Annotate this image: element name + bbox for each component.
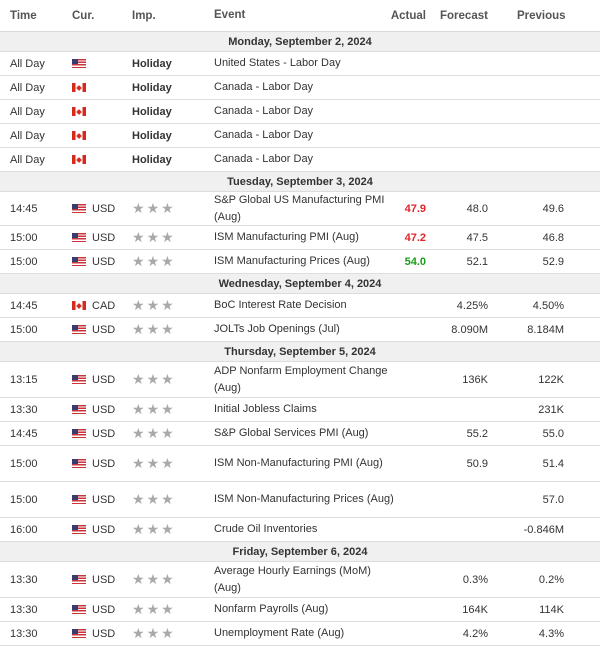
- us-flag-icon: [72, 233, 86, 242]
- currency-code: USD: [92, 323, 116, 336]
- us-flag-icon: [72, 605, 86, 614]
- event-name[interactable]: ISM Manufacturing Prices (Aug): [214, 255, 370, 267]
- event-time: 14:45: [10, 202, 38, 215]
- currency-cell: [72, 482, 132, 517]
- currency-code: USD: [92, 202, 116, 215]
- table-row[interactable]: [0, 124, 600, 148]
- currency-cell: [72, 398, 132, 421]
- currency-cell: [72, 598, 132, 621]
- forecast-value: [438, 124, 488, 147]
- star-icon: ★: [161, 491, 176, 507]
- actual-value: [392, 562, 426, 597]
- currency-cell: [72, 226, 132, 249]
- star-icon: ★: [132, 571, 147, 587]
- star-icon: ★: [161, 371, 176, 387]
- previous-value: 51.4: [542, 457, 564, 470]
- forecast-value: 47.5: [466, 231, 488, 244]
- star-icon: ★: [161, 455, 176, 471]
- forecast-value: 4.25%: [456, 299, 488, 312]
- importance-cell: [132, 622, 210, 645]
- previous-value: 4.50%: [532, 299, 564, 312]
- us-flag-icon: [72, 257, 86, 266]
- event-name[interactable]: Nonfarm Payrolls (Aug): [214, 603, 329, 615]
- currency-code: USD: [92, 493, 116, 506]
- star-icon: ★: [132, 521, 147, 537]
- forecast-value: [438, 482, 488, 517]
- star-icon: ★: [132, 200, 147, 216]
- table-row[interactable]: [0, 562, 600, 598]
- importance-cell: [132, 398, 210, 421]
- forecast-value: [438, 52, 488, 75]
- event-time: 13:15: [10, 373, 38, 386]
- currency-cell: [72, 250, 132, 273]
- col-time-header[interactable]: Time: [10, 9, 37, 22]
- star-icon: ★: [161, 401, 176, 417]
- holiday-label: Holiday: [132, 105, 172, 118]
- currency-cell: [72, 446, 132, 481]
- previous-value: 4.3%: [538, 627, 564, 640]
- importance-cell: [132, 422, 210, 445]
- us-flag-icon: [72, 59, 86, 68]
- currency-cell: [72, 318, 132, 341]
- actual-value: [392, 446, 426, 481]
- actual-value: [392, 52, 426, 75]
- day-header-row: [0, 274, 600, 294]
- star-icon: ★: [132, 253, 147, 269]
- actual-value: [392, 362, 426, 397]
- importance-cell: [132, 318, 210, 341]
- star-icon: ★: [161, 297, 176, 313]
- event-name[interactable]: ADP Nonfarm Employment Change (Aug): [214, 364, 388, 394]
- canada-flag-icon: [72, 107, 86, 116]
- importance-stars: [132, 571, 176, 588]
- previous-value: [495, 124, 564, 147]
- event-time: 15:00: [10, 231, 38, 244]
- previous-value: 52.9: [542, 255, 564, 268]
- actual-value: [392, 398, 426, 421]
- us-flag-icon: [72, 459, 86, 468]
- star-icon: ★: [132, 425, 147, 441]
- previous-value: [495, 76, 564, 99]
- previous-value: -0.846M: [523, 523, 564, 536]
- previous-value: 0.2%: [538, 573, 564, 586]
- event-name[interactable]: S&P Global Services PMI (Aug): [214, 427, 369, 439]
- us-flag-icon: [72, 429, 86, 438]
- star-icon: ★: [146, 455, 162, 471]
- day-label: Friday, September 6, 2024: [232, 545, 368, 558]
- actual-value: 47.2: [404, 231, 426, 244]
- table-row[interactable]: [0, 598, 600, 622]
- currency-cell: [72, 422, 132, 445]
- event-name[interactable]: Crude Oil Inventories: [214, 523, 318, 535]
- table-row[interactable]: [0, 318, 600, 342]
- event-time: All Day: [10, 105, 45, 118]
- star-icon: ★: [132, 455, 147, 471]
- holiday-label: Holiday: [132, 57, 172, 70]
- star-icon: ★: [132, 625, 147, 641]
- star-icon: ★: [132, 601, 147, 617]
- table-row[interactable]: [0, 294, 600, 318]
- event-time: 15:00: [10, 457, 38, 470]
- currency-code: USD: [92, 523, 116, 536]
- event-name[interactable]: Canada - Labor Day: [214, 81, 314, 93]
- currency-code: USD: [92, 403, 116, 416]
- forecast-value: [438, 148, 488, 171]
- col-actual-header[interactable]: Actual: [390, 9, 426, 22]
- event-time: All Day: [10, 153, 45, 166]
- previous-value: 231K: [538, 403, 564, 416]
- star-icon: ★: [161, 321, 176, 337]
- event-time: 15:00: [10, 323, 38, 336]
- table-row[interactable]: [0, 362, 600, 398]
- actual-value: [392, 482, 426, 517]
- table-row[interactable]: [0, 100, 600, 124]
- event-time: 15:00: [10, 493, 38, 506]
- importance-cell: [132, 250, 210, 273]
- importance-cell: [132, 562, 210, 597]
- holiday-label: Holiday: [132, 129, 172, 142]
- us-flag-icon: [72, 405, 86, 414]
- col-currency-header[interactable]: Cur.: [72, 9, 95, 22]
- actual-value: [392, 76, 426, 99]
- star-icon: ★: [146, 371, 162, 387]
- actual-value: 47.9: [404, 202, 426, 215]
- event-time: All Day: [10, 81, 45, 94]
- event-name[interactable]: ISM Non-Manufacturing Prices (Aug): [214, 493, 394, 505]
- actual-value: [392, 598, 426, 621]
- holiday-label: Holiday: [132, 153, 172, 166]
- currency-cell: [72, 518, 132, 541]
- currency-code: USD: [92, 255, 116, 268]
- previous-value: [495, 148, 564, 171]
- currency-code: USD: [92, 457, 116, 470]
- canada-flag-icon: [72, 155, 86, 164]
- actual-value: [392, 294, 426, 317]
- event-name[interactable]: Unemployment Rate (Aug): [214, 627, 345, 639]
- star-icon: ★: [161, 229, 176, 245]
- importance-cell: [132, 598, 210, 621]
- star-icon: ★: [161, 425, 176, 441]
- star-icon: ★: [161, 601, 176, 617]
- forecast-value: 164K: [462, 603, 488, 616]
- importance-cell: [132, 192, 210, 225]
- table-row[interactable]: [0, 226, 600, 250]
- star-icon: ★: [146, 321, 162, 337]
- us-flag-icon: [72, 629, 86, 638]
- event-time: All Day: [10, 57, 45, 70]
- star-icon: ★: [132, 297, 147, 313]
- table-row[interactable]: [0, 482, 600, 518]
- currency-code: USD: [92, 573, 116, 586]
- table-row[interactable]: [0, 148, 600, 172]
- importance-stars: [132, 625, 176, 642]
- day-header-row: [0, 342, 600, 362]
- importance-cell: [132, 446, 210, 481]
- event-time: 13:30: [10, 603, 38, 616]
- calendar-body: [0, 32, 600, 646]
- event-name[interactable]: S&P Global US Manufacturing PMI (Aug): [214, 193, 385, 223]
- previous-value: 57.0: [542, 493, 564, 506]
- event-time: 16:00: [10, 523, 38, 536]
- day-header-row: [0, 32, 600, 52]
- day-header-row: [0, 542, 600, 562]
- forecast-value: 136K: [462, 373, 488, 386]
- event-name[interactable]: Canada - Labor Day: [214, 153, 314, 165]
- star-icon: ★: [146, 401, 162, 417]
- star-icon: ★: [161, 625, 176, 641]
- col-importance-header[interactable]: Imp.: [132, 9, 156, 22]
- star-icon: ★: [146, 601, 162, 617]
- event-time: 13:30: [10, 403, 38, 416]
- currency-code: USD: [92, 231, 116, 244]
- currency-cell: [72, 294, 132, 317]
- importance-stars: [132, 371, 176, 388]
- importance-cell: [132, 362, 210, 397]
- previous-value: [495, 100, 564, 123]
- actual-value: [392, 422, 426, 445]
- actual-value: [392, 148, 426, 171]
- actual-value: [392, 100, 426, 123]
- table-row[interactable]: [0, 518, 600, 542]
- table-header: [0, 0, 600, 32]
- star-icon: ★: [146, 425, 162, 441]
- event-time: 14:45: [10, 427, 38, 440]
- day-label: Wednesday, September 4, 2024: [218, 277, 382, 290]
- event-name[interactable]: JOLTs Job Openings (Jul): [214, 323, 340, 335]
- forecast-value: [438, 100, 488, 123]
- event-time: 13:30: [10, 573, 38, 586]
- forecast-value: [438, 518, 488, 541]
- star-icon: ★: [146, 200, 162, 216]
- importance-stars: [132, 229, 176, 246]
- currency-code: USD: [92, 627, 116, 640]
- importance-cell: [132, 76, 210, 99]
- star-icon: ★: [161, 571, 176, 587]
- col-previous-header[interactable]: Previous: [517, 9, 566, 22]
- importance-cell: [132, 226, 210, 249]
- importance-cell: [132, 482, 210, 517]
- currency-cell: [72, 622, 132, 645]
- us-flag-icon: [72, 575, 86, 584]
- actual-value: [392, 622, 426, 645]
- previous-value: 8.184M: [527, 323, 564, 336]
- star-icon: ★: [146, 253, 162, 269]
- importance-stars: [132, 601, 176, 618]
- actual-value: [392, 318, 426, 341]
- currency-code: USD: [92, 373, 116, 386]
- us-flag-icon: [72, 375, 86, 384]
- currency-cell: [72, 100, 132, 123]
- importance-stars: [132, 253, 176, 270]
- actual-value: 54.0: [404, 255, 426, 268]
- table-row[interactable]: [0, 76, 600, 100]
- importance-stars: [132, 521, 176, 538]
- event-name[interactable]: Canada - Labor Day: [214, 105, 314, 117]
- importance-stars: [132, 425, 176, 442]
- currency-cell: [72, 362, 132, 397]
- importance-stars: [132, 455, 176, 472]
- forecast-value: 52.1: [466, 255, 488, 268]
- currency-cell: [72, 148, 132, 171]
- star-icon: ★: [161, 200, 176, 216]
- forecast-value: [438, 76, 488, 99]
- star-icon: ★: [146, 297, 162, 313]
- holiday-label: Holiday: [132, 81, 172, 94]
- forecast-value: 0.3%: [462, 573, 488, 586]
- forecast-value: 55.2: [466, 427, 488, 440]
- table-row[interactable]: [0, 622, 600, 646]
- forecast-value: 48.0: [466, 202, 488, 215]
- currency-cell: [72, 562, 132, 597]
- star-icon: ★: [132, 321, 147, 337]
- canada-flag-icon: [72, 301, 86, 310]
- table-row[interactable]: [0, 250, 600, 274]
- event-name[interactable]: Initial Jobless Claims: [214, 403, 317, 415]
- col-event-header[interactable]: Event: [214, 9, 246, 21]
- previous-value: 122K: [538, 373, 564, 386]
- importance-cell: [132, 518, 210, 541]
- star-icon: ★: [132, 371, 147, 387]
- event-time: 13:30: [10, 627, 38, 640]
- event-name[interactable]: Canada - Labor Day: [214, 129, 314, 141]
- currency-code: CAD: [92, 299, 116, 312]
- previous-value: 46.8: [542, 231, 564, 244]
- canada-flag-icon: [72, 131, 86, 140]
- actual-value: [392, 518, 426, 541]
- table-row[interactable]: [0, 446, 600, 482]
- importance-stars: [132, 491, 176, 508]
- event-name[interactable]: Average Hourly Earnings (MoM) (Aug): [214, 564, 371, 594]
- forecast-value: 50.9: [466, 457, 488, 470]
- star-icon: ★: [161, 253, 176, 269]
- star-icon: ★: [132, 491, 147, 507]
- day-label: Monday, September 2, 2024: [228, 35, 372, 48]
- star-icon: ★: [146, 571, 162, 587]
- day-label: Thursday, September 5, 2024: [224, 345, 376, 358]
- table-row[interactable]: [0, 192, 600, 226]
- event-time: 14:45: [10, 299, 38, 312]
- currency-cell: [72, 76, 132, 99]
- importance-stars: [132, 297, 176, 314]
- table-row[interactable]: [0, 52, 600, 76]
- previous-value: 114K: [539, 603, 564, 616]
- importance-cell: [132, 148, 210, 171]
- us-flag-icon: [72, 325, 86, 334]
- forecast-value: [438, 398, 488, 421]
- star-icon: ★: [132, 401, 147, 417]
- event-name[interactable]: ISM Manufacturing PMI (Aug): [214, 231, 359, 243]
- importance-cell: [132, 52, 210, 75]
- previous-value: 55.0: [542, 427, 564, 440]
- table-row[interactable]: [0, 422, 600, 446]
- event-name[interactable]: BoC Interest Rate Decision: [214, 299, 347, 311]
- day-header-row: [0, 172, 600, 192]
- us-flag-icon: [72, 204, 86, 213]
- canada-flag-icon: [72, 83, 86, 92]
- us-flag-icon: [72, 495, 86, 504]
- importance-cell: [132, 100, 210, 123]
- importance-stars: [132, 321, 176, 338]
- star-icon: ★: [146, 491, 162, 507]
- currency-cell: [72, 192, 132, 225]
- event-name[interactable]: ISM Non-Manufacturing PMI (Aug): [214, 457, 383, 469]
- table-row[interactable]: [0, 398, 600, 422]
- event-name[interactable]: United States - Labor Day: [214, 57, 341, 69]
- event-time: 15:00: [10, 255, 38, 268]
- importance-cell: [132, 294, 210, 317]
- forecast-value: 4.2%: [462, 627, 488, 640]
- star-icon: ★: [146, 521, 162, 537]
- actual-value: [392, 124, 426, 147]
- currency-cell: [72, 52, 132, 75]
- star-icon: ★: [146, 625, 162, 641]
- event-time: All Day: [10, 129, 45, 142]
- forecast-value: 8.090M: [451, 323, 488, 336]
- currency-code: USD: [92, 603, 116, 616]
- currency-cell: [72, 124, 132, 147]
- importance-stars: [132, 200, 176, 217]
- star-icon: ★: [146, 229, 162, 245]
- currency-code: USD: [92, 427, 116, 440]
- star-icon: ★: [161, 521, 176, 537]
- importance-cell: [132, 124, 210, 147]
- col-forecast-header[interactable]: Forecast: [440, 9, 488, 22]
- us-flag-icon: [72, 525, 86, 534]
- day-label: Tuesday, September 3, 2024: [227, 175, 373, 188]
- importance-stars: [132, 401, 176, 418]
- previous-value: 49.6: [542, 202, 564, 215]
- star-icon: ★: [132, 229, 147, 245]
- previous-value: [495, 52, 564, 75]
